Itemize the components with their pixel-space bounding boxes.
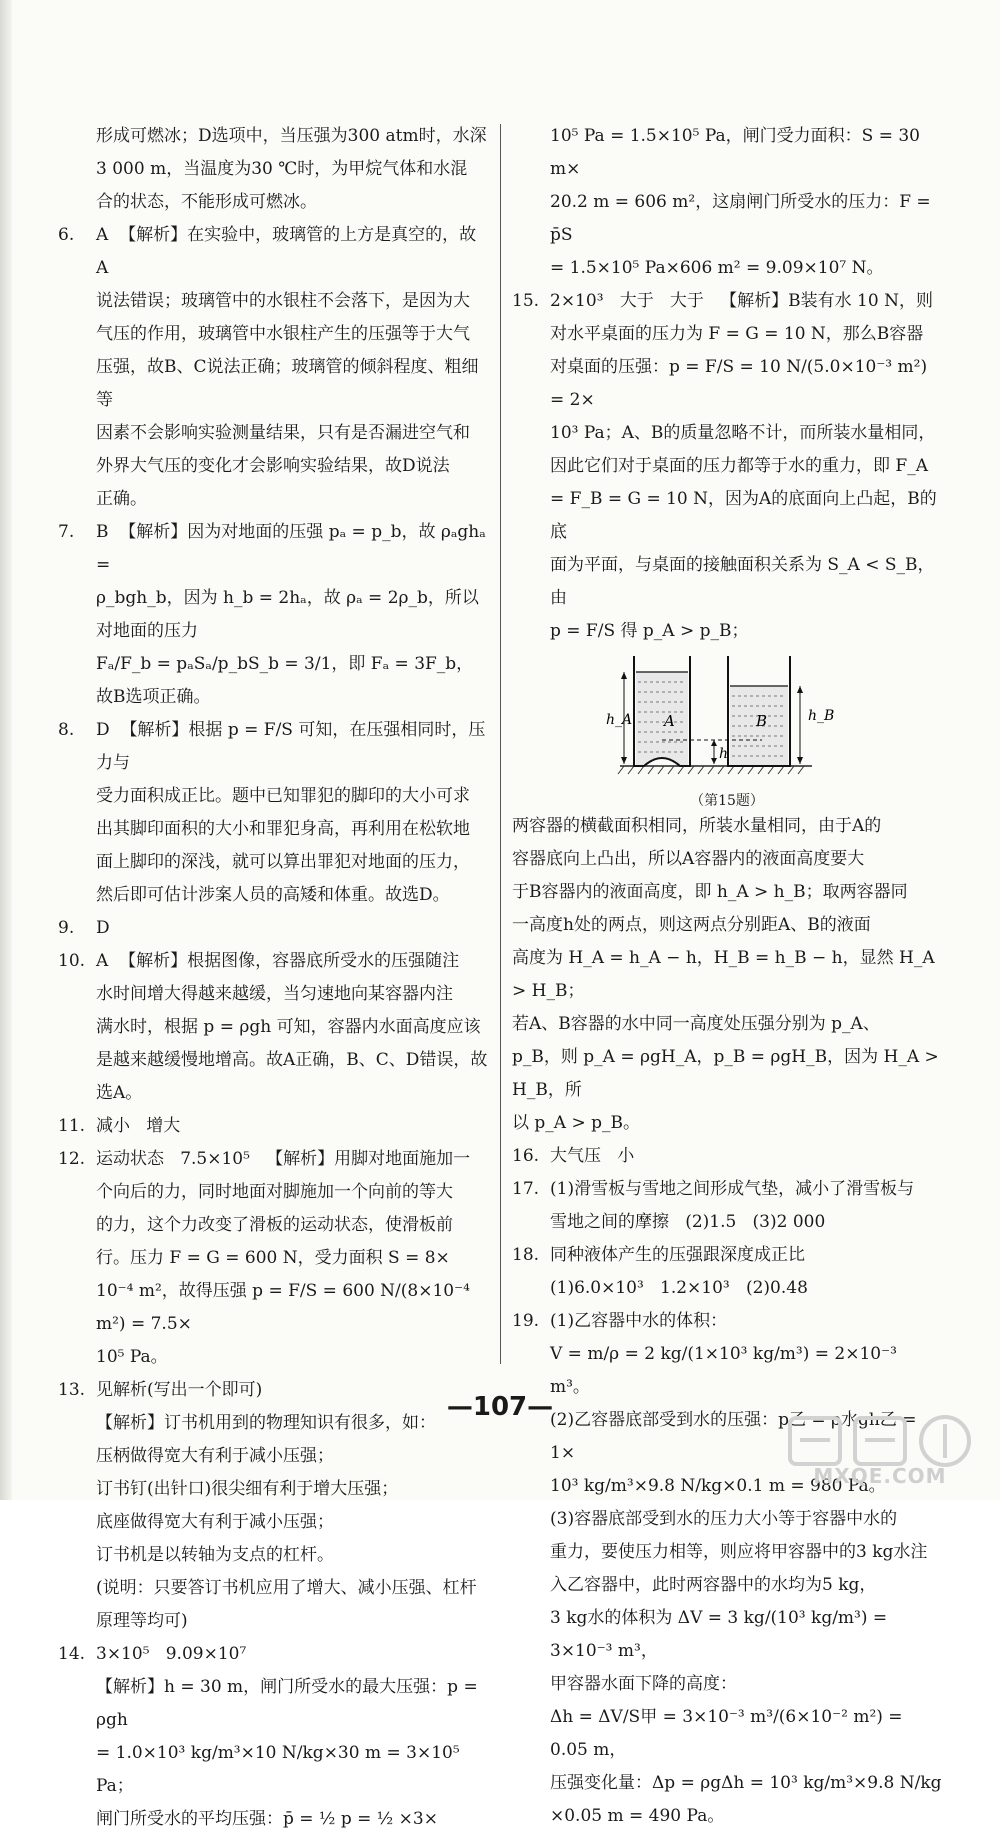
- item-number: 13.: [58, 1380, 86, 1400]
- answer-item-14: [58, 1638, 488, 1836]
- text-line: 同种液体产生的压强跟深度成正比: [550, 1245, 805, 1265]
- text-line: V = m/ρ = 2 kg/(1×10³ kg/m³) = 2×10⁻³ m³。: [550, 1344, 903, 1397]
- text-line: A 【解析】根据图像，容器底所受水的压强随注: [96, 951, 460, 971]
- text-line: 一高度h处的两点，则这两点分别距A、B的液面: [512, 915, 871, 935]
- text-line: 入乙容器中，此时两容器中的水均为5 kg，: [550, 1575, 877, 1595]
- text-line: D: [96, 918, 110, 938]
- watermark-logo: [770, 1410, 990, 1490]
- item-number: 17.: [512, 1179, 540, 1199]
- h-arrow-bottom: [711, 758, 717, 764]
- text-line: 底座做得宽大有利于减小压强；: [96, 1512, 334, 1532]
- text-line: 减小 增大: [96, 1116, 181, 1136]
- text-line: 因此它们对于桌面的压力都等于水的重力，即 F_A: [550, 456, 928, 476]
- text-line: 3 000 m，当温度为30 ℃时，为甲烷气体和水混: [96, 159, 468, 179]
- answer-item-10: [58, 945, 488, 1110]
- text-line: (1)6.0×10³ 1.2×10³ (2)0.48: [550, 1278, 808, 1298]
- label-h: h: [719, 746, 729, 762]
- text-line: 是越来越缓慢地增高。故A正确，B、C、D错误，故: [96, 1050, 488, 1070]
- text-line: 容器底向上凸出，所以A容器内的液面高度要大: [512, 849, 865, 869]
- text-line: 因素不会影响实验测量结果，只有是否漏进空气和: [96, 423, 470, 443]
- text-line: 订书机是以转轴为支点的杠杆。: [96, 1545, 334, 1565]
- text-line: 【解析】h = 30 m，闸门所受水的最大压强：p = ρgh: [96, 1677, 484, 1730]
- label-ha: h_A: [606, 712, 633, 728]
- answer-item-6: [58, 219, 488, 516]
- text-line: 见解析(写出一个即可): [96, 1380, 263, 1400]
- text-line: 10³ kg/m³×9.8 N/kg×0.1 m = 980 Pa。: [550, 1476, 886, 1496]
- item-number: 8.: [58, 720, 75, 740]
- h-arrow-top: [711, 740, 717, 746]
- text-line: (2)乙容器底部受到水的压强：p乙 = ρ水gh乙 = 1×: [550, 1410, 922, 1463]
- item-number: 7.: [58, 522, 75, 542]
- item-number: 9.: [58, 918, 75, 938]
- item-number: 12.: [58, 1149, 86, 1169]
- text-line: (说明：只要答订书机应用了增大、减小压强、杠杆: [96, 1578, 477, 1598]
- text-line: 面为平面，与桌面的接触面积关系为 S_A < S_B，由: [550, 555, 935, 608]
- answer-item-7: [58, 516, 492, 714]
- text-line: 压强，故B、C说法正确；玻璃管的倾斜程度、粗细等: [96, 357, 479, 410]
- text-line: 闸门所受水的平均压强：p̄ = ½ p = ½ ×3×: [96, 1809, 438, 1829]
- text-line: 甲容器水面下降的高度：: [550, 1674, 737, 1694]
- text-line: 满水时，根据 p = ρgh 可知，容器内水面高度应该: [96, 1017, 481, 1037]
- ha-arrow-top: [621, 672, 627, 679]
- text-line: 正确。: [96, 489, 147, 509]
- text-line: 选A。: [96, 1083, 143, 1103]
- text-line: 原理等均可): [96, 1611, 188, 1631]
- text-line: ×0.05 m = 490 Pa。: [550, 1806, 725, 1826]
- text-line: Δh = ΔV/S甲 = 3×10⁻³ m³/(6×10⁻² m²) = 0.05 m，: [550, 1707, 908, 1760]
- text-line: 10⁵ Pa = 1.5×10⁵ Pa，闸门受力面积：S = 30 m×: [550, 126, 926, 179]
- text-line: p = F/S 得 p_A > p_B；: [550, 621, 749, 641]
- text-line: 合的状态，不能形成可燃冰。: [96, 192, 317, 212]
- text-line: D 【解析】根据 p = F/S 可知，在压强相同时，压力与: [96, 720, 486, 773]
- text-line: 2×10³ 大于 大于 【解析】B装有水 10 N，则: [550, 291, 933, 311]
- right-column: [512, 120, 945, 1833]
- left-column: [58, 120, 492, 1836]
- item-number: 14.: [58, 1644, 86, 1664]
- text-line: 高度为 H_A = h_A − h，H_B = h_B − h，显然 H_A > H_B；: [512, 948, 941, 1001]
- text-line: = F_B = G = 10 N，因为A的底面向上凸起，B的底: [550, 489, 937, 542]
- text-line: 压强变化量：Δp = ρgΔh = 10³ kg/m³×9.8 N/kg: [550, 1773, 942, 1793]
- text-line: 于B容器内的液面高度，即 h_A > h_B；取两容器同: [512, 882, 908, 902]
- text-line: = 1.0×10³ kg/m³×10 N/kg×30 m = 3×10⁵ Pa；: [96, 1743, 466, 1796]
- text-line: ρ_bgh_b，因为 h_b = 2hₐ，故 ρₐ = 2ρ_b，所以对地面的压力: [96, 588, 479, 641]
- text-line: 【解析】订书机用到的物理知识有很多，如：: [96, 1413, 436, 1433]
- text-line: 的力，这个力改变了滑板的运动状态，使滑板前: [96, 1215, 453, 1235]
- hb-arrow-bottom: [797, 757, 803, 764]
- containers-figure: [512, 648, 942, 798]
- text-line: 3 kg水的体积为 ΔV = 3 kg/(10³ kg/m³) = 3×10⁻³ m³，: [550, 1608, 893, 1661]
- text-line: Fₐ/F_b = pₐSₐ/p_bS_b = 3/1，即 Fₐ = 3F_b，故B选项正确。: [96, 654, 474, 707]
- text-line: 水时间增大得越来越缓，当匀速地向某容器内注: [96, 984, 453, 1004]
- text-line: (1)乙容器中水的体积：: [550, 1311, 728, 1331]
- text-line: A 【解析】在实验中，玻璃管的上方是真空的，故A: [96, 225, 477, 278]
- page-binding-edge: [0, 0, 12, 1500]
- label-b: B: [756, 712, 768, 730]
- text-line: 然后即可估计涉案人员的高矮和体重。故选D。: [96, 885, 450, 905]
- item-number: 6.: [58, 225, 75, 245]
- hb-arrow-top: [797, 686, 803, 693]
- text-line: 说法错误；玻璃管中的水银柱不会落下，是因为大: [96, 291, 470, 311]
- text-line: B 【解析】因为对地面的压强 pₐ = p_b，故 ρₐghₐ =: [96, 522, 492, 575]
- item-number: 16.: [512, 1146, 540, 1166]
- figure-caption: （第15题）: [690, 793, 764, 809]
- ground-hatching: [618, 766, 804, 774]
- text-line: 订书钉(出针口)很尖细有利于增大压强；: [96, 1479, 399, 1499]
- item-number: 18.: [512, 1245, 540, 1265]
- item-number: 10.: [58, 951, 86, 971]
- answer-item-9: [58, 912, 488, 945]
- text-line: 行。压力 F = G = 600 N，受力面积 S = 8×: [96, 1248, 450, 1268]
- text-line: 出其脚印面积的大小和罪犯身高，再利用在松软地: [96, 819, 470, 839]
- text-line: 对水平桌面的压力为 F = G = 10 N，那么B容器: [550, 324, 924, 344]
- text-line: 面上脚印的深浅，就可以算出罪犯对地面的压力，: [96, 852, 470, 872]
- item-15-continuation: [512, 810, 945, 1140]
- text-line: 形成可燃冰；D选项中，当压强为300 atm时，水深: [96, 126, 487, 146]
- text-line: 重力，要使压力相等，则应将甲容器中的3 kg水注: [550, 1542, 928, 1562]
- text-line: 大气压 小: [550, 1146, 635, 1166]
- text-line: (3)容器底部受到水的压力大小等于容器中水的: [550, 1509, 898, 1529]
- text-line: 气压的作用，玻璃管中水银柱产生的压强等于大气: [96, 324, 470, 344]
- text-line: 对桌面的压强：p = F/S = 10 N/(5.0×10⁻³ m²) = 2×: [550, 357, 933, 410]
- item-number: 19.: [512, 1311, 540, 1331]
- answer-item-17: [512, 1173, 942, 1239]
- text-line: p_B，则 p_A = ρgH_A，p_B = ρgH_B，因为 H_A > H_B，所: [512, 1047, 945, 1100]
- text-line: = 1.5×10⁵ Pa×606 m² = 9.09×10⁷ N。: [550, 258, 884, 278]
- label-a: A: [664, 712, 675, 730]
- text-line: 20.2 m = 606 m²，这扇闸门所受水的压力：F = p̄S: [550, 192, 937, 245]
- label-hb: h_B: [808, 708, 835, 724]
- continuation-paragraph: [58, 120, 488, 219]
- text-line: 个向后的力，同时地面对脚施加一个向前的等大: [96, 1182, 453, 1202]
- watermark-graphic: [770, 1410, 990, 1470]
- text-line: 两容器的横截面积相同，所装水量相同，由于A的: [512, 816, 882, 836]
- text-line: 若A、B容器的水中同一高度处压强分别为 p_A、: [512, 1014, 880, 1034]
- answer-item-16: [512, 1140, 942, 1173]
- answer-item-12: [58, 1143, 488, 1374]
- answer-item-8: [58, 714, 488, 912]
- text-line: (1)滑雪板与雪地之间形成气垫，减小了滑雪板与: [550, 1179, 915, 1199]
- text-line: 3×10⁵ 9.09×10⁷: [96, 1644, 247, 1664]
- ha-arrow-bottom: [621, 757, 627, 764]
- text-line: 压柄做得宽大有利于减小压强；: [96, 1446, 334, 1466]
- text-line: 以 p_A > p_B。: [512, 1113, 640, 1133]
- watermark-text: MXQE.COM: [813, 1464, 947, 1488]
- page-number: —107—: [446, 1392, 554, 1422]
- text-line: 雪地之间的摩擦 (2)1.5 (3)2 000: [550, 1212, 826, 1232]
- text-line: 外界大气压的变化才会影响实验结果，故D说法: [96, 456, 450, 476]
- text-line: 10⁻⁴ m²，故得压强 p = F/S = 600 N/(8×10⁻⁴ m²) = 7.5×: [96, 1281, 476, 1334]
- answer-item-11: [58, 1110, 488, 1143]
- answer-item-18: [512, 1239, 942, 1305]
- answer-item-15: [512, 285, 942, 648]
- answer-item-19: [512, 1305, 942, 1833]
- text-line: 10³ Pa；A、B的质量忽略不计，而所装水量相同，: [550, 423, 936, 443]
- text-line: 10⁵ Pa。: [96, 1347, 168, 1367]
- text-line: 受力面积成正比。题中已知罪犯的脚印的大小可求: [96, 786, 470, 806]
- continuation-paragraph: [512, 120, 942, 285]
- text-line: 运动状态 7.5×10⁵ 【解析】用脚对地面施加一: [96, 1149, 471, 1169]
- item-number: 11.: [58, 1116, 86, 1136]
- item-number: 15.: [512, 291, 540, 311]
- column-divider: [500, 124, 501, 1364]
- containers-diagram: [512, 648, 942, 798]
